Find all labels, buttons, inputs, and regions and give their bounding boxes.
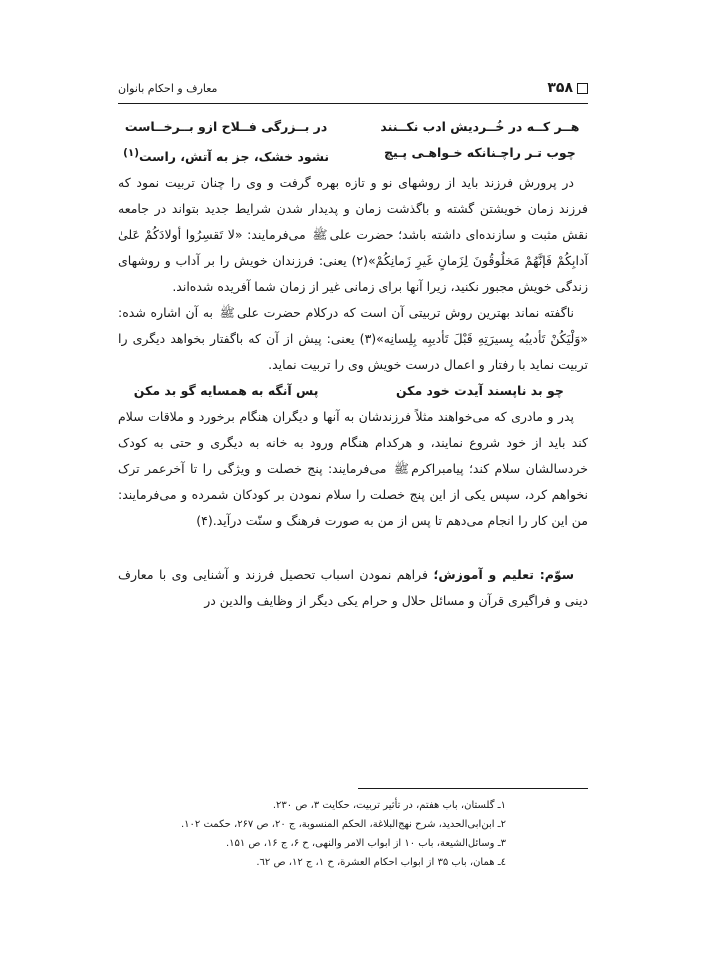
verse-hemistich: [118, 140, 334, 170]
verse-hemistich: پس آنگه به همسایه گو بد مکن: [133, 383, 319, 399]
header-rule: [118, 103, 588, 104]
verse-hemistich: هــر کــه در خُــردیش ادب نکــنند: [380, 119, 580, 134]
footnote-3: ۳ـ وسائل‌الشیعة، باب ۱۰ از ابواب الامر والنهی، ح ۶، ج ۱۶، ص ۱۵۱.: [225, 838, 506, 849]
running-title: معارف و احکام بانوان: [118, 81, 218, 95]
footnotes: [118, 796, 588, 872]
verse-hemistich: چوب تـر راچـنانکه خـواهـی پـیچ: [384, 145, 576, 160]
footnote-1: ۱ـ گلستان، باب هفتم، در تأثیر تربیت، حکایت ۳، ص ۲۳۰.: [272, 800, 506, 811]
paragraph-4-body: فراهم نمودن اسباب تحصیل فرزند و آشنایی وی با معارف دینی و فراگیری قرآن و مسائل حلال و حرام یکی دیگر از وظایف والدین در: [118, 567, 588, 609]
page-number-text: ۳۵۸: [547, 80, 573, 96]
footnote-2: ۲ـ ابن‌ابی‌الحدید، شرح نهج‌البلاغة، الحکم المنسوبة، ج ۲۰، ص ۲۶۷، حکمت ۱۰۲.: [180, 819, 506, 830]
square-icon: [577, 83, 588, 94]
verse-line-2: [118, 140, 588, 170]
section-gap: [118, 534, 588, 562]
footnote-4: ٤ـ همان، باب ۳۵ از ابواب احکام العشرة، ح ۱، ج ۱۲، ص ٦۲.: [256, 857, 506, 868]
section-heading: سوّم: تعلیم و آموزش؛: [433, 567, 574, 583]
main-text: [118, 114, 588, 614]
paragraph-2: ناگفته نماند بهترین روش تربیتی آن است که درکلام حضرت علی ﷺ به آن اشاره شده: «وَلْیَکُنْ تَأدیبُه بِسیرَتِهِ قَبْلَ تَأدیبِه بِلِسانِه»(۳) یعنی: پیش از آن که باگفتار بخواهد دیگری را تربیت نماید با رفتار و اعمال درست خویش وی را تربیت نماید.: [118, 305, 589, 373]
paragraph-3: پدر و مادری که می‌خواهند مثلاً فرزندشان به آنها و دیگران هنگام برخورد و ملاقات سلام کند باید از خود شروع نمایند، و هرکدام هنگام ورود به خانه به دیگری و حتی به کودک خردسالشان سلام کند؛ پیامبراکرم ﷺ می‌فرمایند: پنج خصلت و ویژگی را تا آخرعمر ترک نخواهم کرد، سپس یکی از این پنج خصلت را سلام نمودن بر کودکان شمرده و می‌فرمایند: من این کار را انجام می‌دهم تا پس از من به صورت فرهنگ و سنّت درآید.(۴): [118, 409, 588, 529]
footnote-rule: [358, 788, 588, 789]
footnote-ref: (۱): [123, 147, 139, 159]
paragraph-4: [118, 562, 588, 614]
verse-line-1: [118, 114, 588, 140]
page-number: [547, 80, 588, 96]
page-header: [118, 76, 588, 100]
verse-couplet-2: [118, 378, 588, 404]
paragraph-1: در پرورش فرزند باید از روشهای نو و تازه بهره گرفت و وی را چنان تربیت نمود که فرزند زمان خویشتن گشته و باگذشت زمان و پدیدار شدن شرایط جدید بتواند در جامعه نقش مثبت و سازنده‌ای داشته باشد؛ حضرت علی ﷺ می‌فرمایند: «لا تَقسِرُوا أولادَکُمْ عَلیٰ آدابِکُمْ فَإنَّهُمْ مَخلُوقُونَ لِزَمانٍ غَیرِ زَمانِکُمْ»(۲) یعنی: فرزندان خویش را بر آداب و روشهای زندگی خویش مجبور نکنید، زیرا آنها برای زمانی غیر از زمان شما آفریده شده‌اند.: [118, 175, 588, 295]
verse-hemistich: در بــزرگی فــلاح ازو بــرخــاست: [124, 119, 328, 134]
verse-hemistich: چو بد ناپسند آیدت خود مکن: [395, 383, 564, 399]
verse-hemistich-text: نشود خشک، جز به آتش، راست: [138, 149, 330, 165]
